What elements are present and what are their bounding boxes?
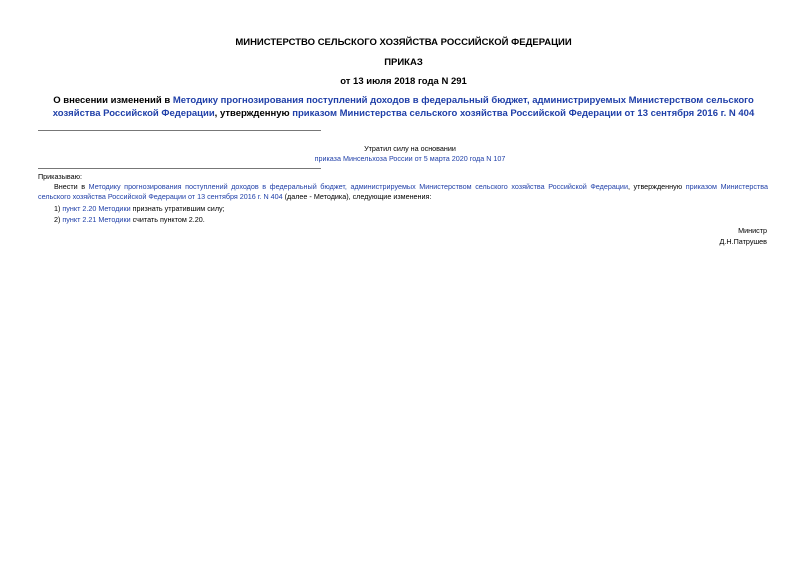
item1-rest: признать утратившим силу;: [130, 204, 225, 213]
signature-position: Министр: [738, 226, 767, 235]
item2-methodology-link[interactable]: Методики: [98, 215, 131, 224]
divider-top: [38, 130, 321, 131]
list-item-2: [54, 215, 205, 224]
title-methodology-link[interactable]: Методику прогнозирования поступлений доходов в федеральный бюджет, администрируемых Министерством сельского хозяйства Российской Федерации: [52, 95, 754, 119]
order-word-block: [38, 172, 768, 182]
item1-num: 1): [54, 204, 63, 213]
document-title: [30, 94, 777, 120]
date-number-heading: от 13 июля 2018 года N 291: [340, 76, 467, 87]
signature-name: Д.Н.Патрушев: [719, 237, 767, 246]
order-word: Приказываю:: [38, 172, 82, 181]
p1-suffix: (далее - Методика), следующие изменения:: [282, 192, 432, 201]
divider-bottom: [38, 168, 321, 169]
item2-rest: считать пунктом 2.20.: [130, 215, 205, 224]
p1-order-link[interactable]: приказом Министерства сельского хозяйства Российской Федерации от 13 сентября 2016 г. N 404: [38, 182, 768, 201]
status-text: Утратил силу на основании: [364, 144, 456, 153]
status-repeal-link[interactable]: приказа Минсельхоза России от 5 марта 2020 года N 107: [314, 154, 506, 163]
p1-methodology-link[interactable]: Методику прогнозирования поступлений доходов в федеральный бюджет, администрируемых Министерством сельского хозяйства Российской Федерации: [88, 182, 628, 191]
list-item-1: [54, 204, 225, 213]
title-prefix: О внесении изменений в: [53, 95, 173, 106]
ministry-heading: МИНИСТЕРСТВО СЕЛЬСКОГО ХОЗЯЙСТВА РОССИЙСКОЙ ФЕДЕРАЦИИ: [235, 37, 572, 48]
item1-point-link[interactable]: пункт 2.20: [62, 204, 97, 213]
item2-point-link[interactable]: пункт 2.21: [62, 215, 97, 224]
title-order-link[interactable]: приказом Министерства сельского хозяйства Российской Федерации от 13 сентября 2016 г. N 404: [292, 108, 755, 119]
title-middle: , утвержденную: [214, 108, 293, 119]
p1-middle: , утвержденную: [627, 182, 686, 191]
item1-methodology-link[interactable]: Методики: [98, 204, 131, 213]
item2-num: 2): [54, 215, 63, 224]
paragraph-1: [38, 182, 768, 202]
p1-prefix: Внести в: [54, 182, 89, 191]
doc-type-heading: ПРИКАЗ: [384, 57, 423, 68]
